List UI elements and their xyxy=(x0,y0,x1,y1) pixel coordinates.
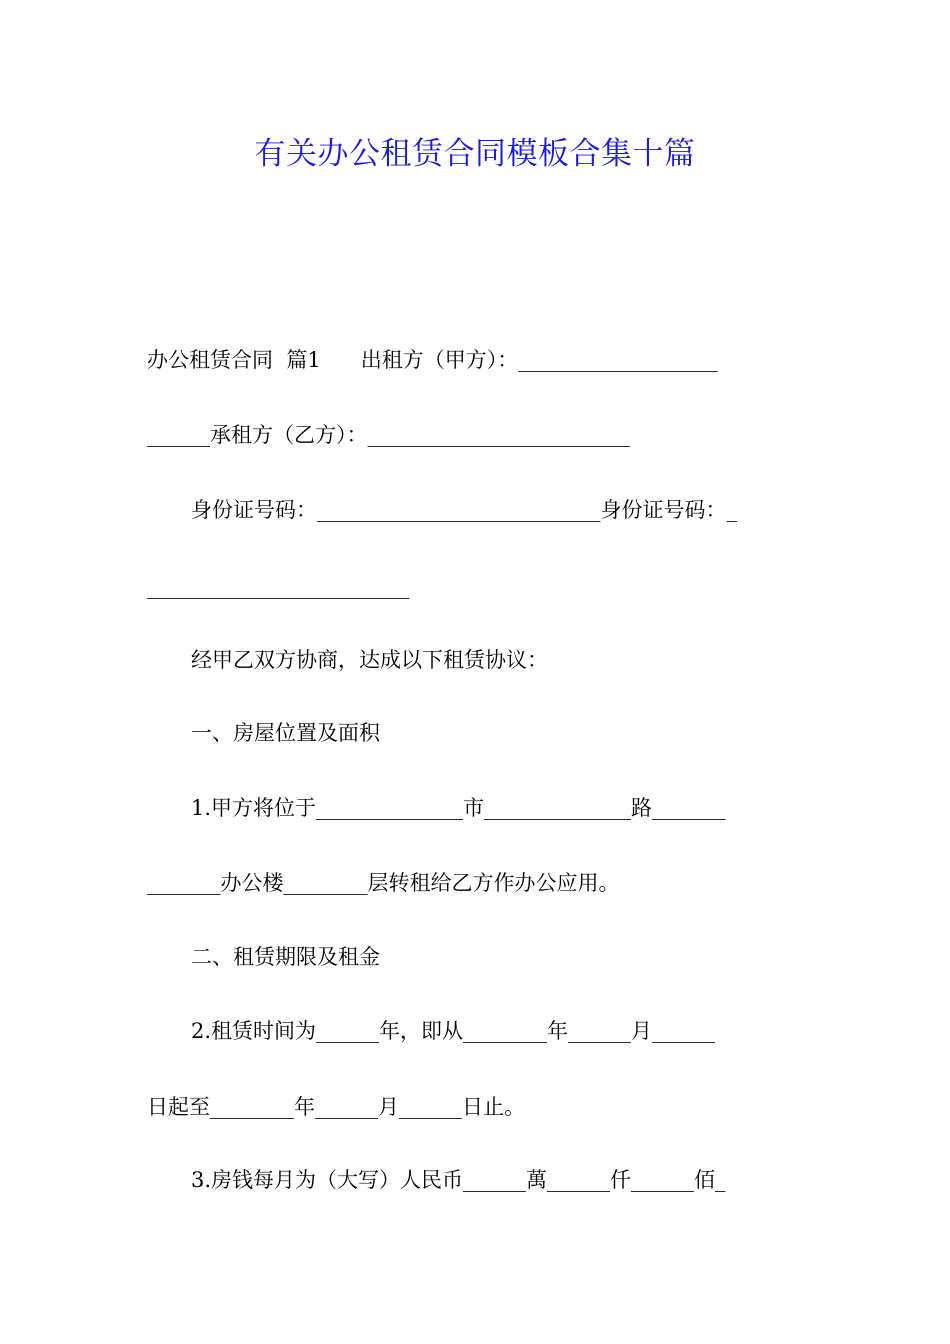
lessee-line: ______承租方（乙方）：_________________________ xyxy=(147,423,630,447)
clause-3-line-1: 3.房钱每月为（大写）人民币______萬______仟______佰_ xyxy=(191,1168,726,1192)
clause-2-line-2: 日起至________年______月______日止。 xyxy=(147,1095,525,1119)
id-number-continuation: _________________________ xyxy=(147,575,410,599)
agreement-intro: 经甲乙双方协商，达成以下租赁协议： xyxy=(191,648,548,672)
text-line: 办公租赁合同 篇1 出租方（甲方）：___________________ xyxy=(147,348,718,372)
contract-heading-line xyxy=(147,345,807,375)
section-heading-2: 二、租赁期限及租金 xyxy=(191,945,380,969)
clause-1-line-2: _______办公楼________层转租给乙方作办公应用。 xyxy=(147,871,620,895)
id-number-line: 身份证号码：___________________________身份证号码：_ xyxy=(191,498,737,522)
clause-2-line-1: 2.租赁时间为______年，即从________年______月______ xyxy=(191,1019,716,1043)
document-title: 有关办公租赁合同模板合集十篇 xyxy=(254,136,696,172)
section-heading-1: 一、房屋位置及面积 xyxy=(191,721,380,745)
clause-1-line-1: 1.甲方将位于______________市______________路_______ xyxy=(191,796,726,820)
